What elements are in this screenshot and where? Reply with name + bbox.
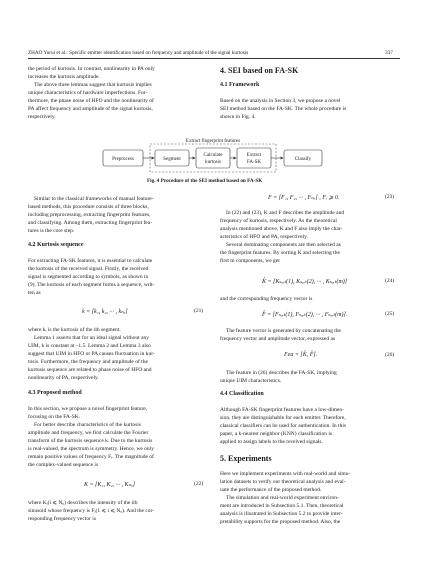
text-line: UIM, k is constant at –1.5. Lemma 2 and Lemma 3 also — [28, 343, 151, 349]
text-line: signal is segmented according to symbols, as shown in — [28, 274, 149, 280]
header-rule — [28, 58, 400, 59]
equation-22: K = [K₁, K₂, ··· , Kₙᵤ] — [84, 482, 136, 488]
subsection-title: 4.1 Framework — [220, 82, 260, 88]
subsection-title: 4.3 Proposed method — [28, 390, 82, 396]
text-line: SEI method based on the FA-SK. The whole procedure is — [220, 106, 347, 112]
text-line: is real-valued, the spectrum is symmetry. Hence, we only — [28, 446, 154, 452]
text-line: frequency vector and amplitude vector, expressed as — [220, 336, 336, 342]
text-line: sion, they are distinguishable for each emitter. Therefore, — [220, 415, 346, 421]
text-line: thermore, the phase noise of HFO and the nonlinearity of — [28, 98, 154, 104]
extract-fa-sk-label-2: FA-SK — [246, 160, 262, 165]
equation-26: Fea = [K̂, F̂]. — [284, 352, 318, 358]
text-line: based methods, this procedure consists of three blocks, — [28, 204, 149, 210]
text-line: Here we implement experiments with real-world and simu- — [220, 471, 351, 477]
text-line: uate the performance of the proposed method. — [220, 487, 322, 493]
subsection-title: 4.4 Classification — [220, 391, 264, 397]
equation-24: K̂ = [Kₛₒᵣₜ(1), Kₛₒᵣₜ(2), ··· , Kₛₒᵣₜ(m)] — [262, 279, 348, 285]
extract-fa-sk-box — [237, 148, 271, 168]
text-line: tures is the core step. — [28, 228, 75, 234]
text-line: analysis is illustrated in Subsection 5.2 to provide inter- — [220, 511, 343, 517]
subsection-title: 4.2 Kurtosis sequence — [28, 242, 84, 248]
text-line: increases the kurtosis amplitude. — [28, 74, 100, 80]
text-line: paper, a k-nearest neighbor (KNN) classification is — [220, 431, 333, 437]
text-line: where kᵢ is the kurtosis of the ith segment. — [28, 327, 121, 333]
text-line: remain positive values of frequency Fᵢ. The magnitude of — [28, 454, 154, 460]
text-line: shown in Fig. 4. — [220, 114, 256, 120]
equation-number: (23) — [385, 194, 395, 200]
text-line: For better describe characteristics of the kurtosis — [34, 422, 141, 428]
text-line: Although FA-SK fingerprint features have a low-dimen- — [220, 407, 344, 413]
text-line: The above three lemmas suggest that kurtosis implies — [34, 82, 152, 88]
equation-number: (26) — [385, 352, 395, 358]
figure-caption: Fig. 4 Procedure of the SEI method based on FA-SK — [147, 178, 263, 184]
text-line: the complex-valued sequence is — [28, 462, 99, 468]
text-line: Similar to the classical frameworks of manual feature- — [34, 196, 154, 202]
text-line: the fingerprint features. By sorting K and selecting the — [220, 250, 340, 256]
text-line: analysis mentioned above, K and F also imply the char- — [220, 226, 343, 232]
text-line: applied to assign labels to the received signals. — [220, 439, 323, 445]
text-line: kurtosis sequence are related to phase noise of HFO and — [28, 367, 152, 373]
text-line: respectively. — [28, 114, 56, 120]
calculate-kurtosis-box — [196, 148, 230, 168]
equation-21: k = [k₁, k₂, ··· , kₙₐ] — [82, 309, 128, 315]
text-line: nonlinearity of PA, respectively. — [28, 375, 99, 381]
running-title: ZHAO Yurui et al.: Specific emitter identification based on frequency and amplitude of the signal kurtosis — [28, 50, 249, 56]
text-line: pretability supports for the proposed method. Also, the — [220, 519, 341, 525]
text-line: PA affect frequency and amplitude of the signal kurtosis, — [28, 106, 153, 112]
text-line: lation datasets to verify our theoretical analysis and eval- — [220, 479, 346, 485]
text-line: acteristics of HFO and PA, respectively. — [220, 234, 308, 240]
text-line: where Kᵢ(i ⩽ Nᵤ) describes the intensity of the ith — [28, 500, 138, 506]
text-line: and the corresponding frequency vector is — [220, 296, 313, 302]
text-line: ten as — [28, 290, 41, 296]
text-line: transform of the kurtosis sequence k. Due to the kurtosis — [28, 438, 153, 444]
equation-number: (22) — [194, 481, 204, 487]
text-line: The feature in (26) describes the FA-SK, implying — [226, 370, 337, 376]
calculate-kurtosis-label: Calculate — [203, 153, 223, 158]
text-line: In (22) and (23), K and F describes the amplitude and — [226, 210, 345, 216]
text-line: responding frequency vector is — [28, 516, 96, 522]
text-line: the kurtosis of the received signal. Firstly, the received — [28, 266, 149, 272]
page-number: 337 — [385, 50, 393, 56]
text-line: Based on the analysis in Section 3, we propose a novel — [220, 98, 341, 104]
extract-fa-sk-label: Extract — [246, 153, 262, 158]
text-line: the period of kurtosis. In contrast, nonlinearity in PA only — [28, 66, 155, 72]
text-line: amplitude and frequency, we first calculate the Fourier — [28, 430, 149, 436]
text-line: Several dominating components are then selected as — [226, 242, 341, 248]
text-line: (9). The kurtosis of each segment forms a sequence, writ- — [28, 282, 155, 288]
text-line: classical classifiers can be used for authentication. In this — [220, 423, 346, 429]
text-line: first m components, we get — [220, 258, 280, 264]
equation-number: (21) — [194, 308, 204, 314]
text-line: tosis. Furthermore, the frequency and amplitude of the — [28, 359, 148, 365]
text-line: Lemma 1 asserts that for an ideal signal without any — [34, 335, 150, 341]
text-line: The simulation and real-world experiment environ- — [226, 495, 339, 501]
text-line: suggest that UIM in HFO or PA causes fluctuation in kur- — [28, 351, 155, 357]
classify-label: Classify — [294, 157, 312, 162]
equation-23: F = [F₁, F₂, ··· , Fₙᵤ] , Fᵢ ⩾ 0. — [268, 195, 340, 201]
segment-label: Segment — [163, 157, 181, 162]
text-line: unique UIM characteristics. — [220, 378, 282, 384]
calculate-kurtosis-label-2: kurtosis — [205, 160, 221, 165]
figure-4-flowchart — [100, 136, 328, 174]
preprocess-label: Preprocess — [112, 157, 134, 162]
equation-25: F̂ = [Fₛₒᵣₜ(1), Fₛₒᵣₜ(2), ··· , Fₛₒᵣₜ(m)]. — [262, 312, 348, 318]
text-line: unique characteristics of hardware imperfections. Fur- — [28, 90, 148, 96]
text-line: In this section, we propose a novel fingerprint feature, — [28, 406, 148, 412]
section-title: 5. Experiments — [220, 454, 272, 463]
text-line: The feature vector is generated by concatenating the — [226, 328, 341, 334]
text-line: and classifying. Among them, extracting fingerprint fea- — [28, 220, 153, 226]
equation-number: (24) — [385, 278, 395, 284]
text-line: including preprocessing, extracting fingerprint features, — [28, 212, 151, 218]
text-line: For extracting FA-SK features, it is essential to calculate — [28, 258, 153, 264]
group-label: Extract fingerprint features — [185, 139, 241, 144]
text-line: ment are introduced in Subsection 5.1. Then, theoretical — [220, 503, 344, 509]
text-line: frequency of kurtosis, respectively. As the theoretical — [220, 218, 337, 224]
text-line: focusing on the FA-SK. — [28, 414, 81, 420]
section-title: 4. SEI based on FA-SK — [220, 66, 299, 75]
equation-number: (25) — [385, 311, 395, 317]
text-line: sinusoid whose frequency is Fᵢ(1 ⩽ i ⩽ Nᵤ). And the cor- — [28, 508, 155, 514]
